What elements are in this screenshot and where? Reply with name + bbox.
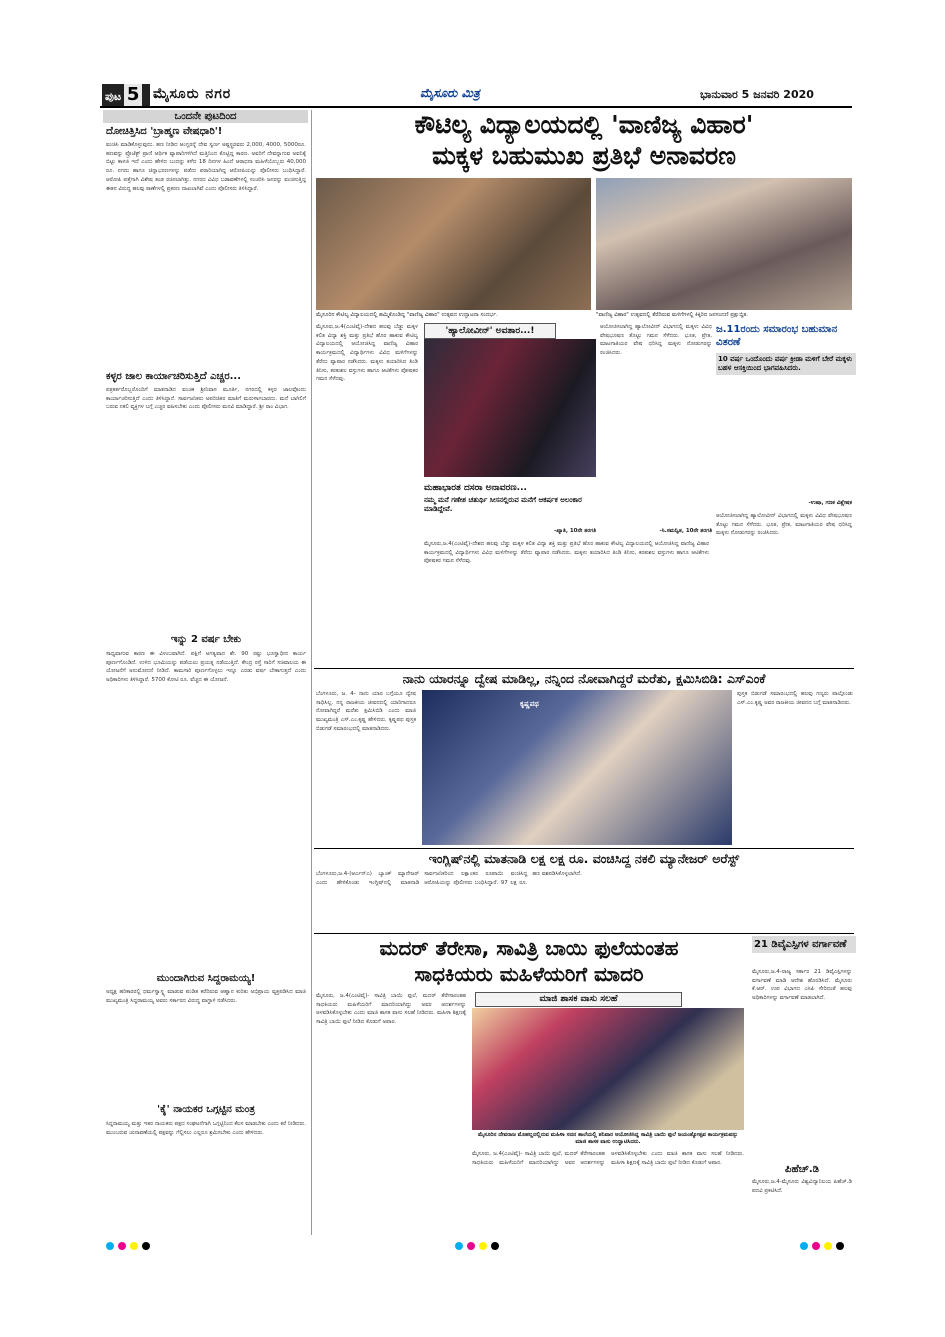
story2-body: ಪತ್ರಕರ್ತರೊಬ್ಬರೊಂದಿಗೆ ಮಾತನಾಡಿದ ವಂಚಕ ಶ್ರೀನಿವಾಸ ಮೂರ್ತಿ, ನಗರದಲ್ಲಿ ಕಳ್ಳರ ಜಾಲವೊಂದು ಕಾರ್ಯಾಚರಿಸುತ್ತಿದೆ ಎಂದು ತಿಳಿಸಿದ್ದಾನೆ. ಸಾರ್ವಜನಿಕರು ಅಪರಿಚಿತರ ಮಾತಿಗೆ ಮರುಳಾಗಬಾರದು. ಮನೆ ಬಾಗಿಲಿಗೆ ಬರುವ ನಕಲಿ ವ್ಯಕ್ತಿಗಳ ಬಗ್ಗೆ ಎಚ್ಚರ ವಹಿಸಬೇಕು ಎಂದು ಪೊಲೀಸರು ಮನವಿ ಮಾಡಿದ್ದಾರೆ. ಶ್ರೀ ರಾಂ ವಿಭಾಗ. [106, 387, 306, 411]
divider-skm [314, 668, 854, 669]
reg-mark [812, 1242, 820, 1250]
prize-quote-byline: -ಉಷಾ, ಗಣಕ ವಿಶ್ಲೇಷಕ [808, 500, 852, 506]
reg-marks-left [106, 1242, 150, 1250]
quote-2-byline: -ಸಿ.ಸಮನ್ವಿತ, 10ನೇ ತರಗತಿ [659, 528, 712, 534]
story1-headline: ದೋಚಿತ್ತಿಸಿದ 'ಬ್ರಾಹ್ಮಣ ವೇಷಧಾರಿ'! [106, 126, 223, 137]
quote-1: ನಮ್ಮ ಮನೆ ಗಣೇಶ ಚತುರ್ಥಿ ಸೀಸನಲ್ಲಿರುವ ಮನೆಗೆ ಆಕರ್ಷಕ ಅಲಂಕಾರ ಮಾಡಿದ್ದೇವೆ. [424, 496, 582, 513]
story5-body: ಸಿದ್ದರಾಮಯ್ಯ ಮತ್ತು ಇತರ ನಾಯಕರು ಪಕ್ಷದ ಸಂಘಟನೆಗಾಗಿ ಒಗ್ಗಟ್ಟಿನಿಂದ ಕೆಲಸ ಮಾಡಬೇಕು ಎಂದು ಕರೆ ನೀಡಿದರು. ಮುಂಬರುವ ಚುನಾವಣೆಯಲ್ಲಿ ಪಕ್ಷವನ್ನು ಗೆಲ್ಲಿಸಲು ಎಲ್ಲರೂ ಶ್ರಮಿಸಬೇಕು ಎಂದು ಹೇಳಿದರು. [106, 1121, 306, 1136]
story1-body: ವಂಚಿಸಿ ಮಾಡಿಕೊಳ್ಳುವುದು. ಹಣ ನೀಡಿದ ಆಂಗ್ಲರನ್ನೆ ದೇವ ಸ್ವರ್ಣ ಅಷ್ಟಸ್ಟ್ರರವರು 2,000, 4000, 5000ರೂ. ಹಣವನ್ನು ಪ್ರೊಜೆಕ್ಟ್ ಪ್ರಾಣಿ ಆರ್ಥಿಕ ವ್ಯಾಪಾರಿಗಳಿಗಿದೆ ಮತ್ತಿನಿಂದ ಕೊಟ್ಟಿದ್ದ ಕಾರಣ. ಅವರಿಗೆ ದೇವನ್ನಾಗುವ ಅವನಿಕ್ಕೆ ಬಿಟ್ಟು ಕಾಳಜಿ ಇದೆ ಎಂದು ಹೇಳಿದ ಬಂದನ್ನು ಕಳೆದ 18 ದಿನಗಳ ಹಿಂದೆ ಆರಾಧನಾ ಮಹಿಳೆಯೊಬ್ಬರು 40,000 ರೂ. ನಗದು ಹಾಗೂ ಚಿನ್ನಾಭರಣಗಳನ್ನು ಪಡೆದು ಪರಾರಿಯಾಗಿದ್ದ ಆರೋಪಿಯನ್ನು ಪೊಲೀಸರು ಬಂಧಿಸಿದ್ದಾರೆ. ಆರೋಪಿ ಪತ್ತೆಗಾಗಿ ವಿಶೇಷ ತಂಡ ರಚಿಸಲಾಗಿತ್ತು. ನಗರದ ವಿವಿಧ ಬಡಾವಣೆಗಳಲ್ಲಿ ಸಂಚರಿಸಿ ಜನರನ್ನು ವಂಚಿಸುತ್ತಿದ್ದ ಈತನ ವಿರುದ್ಧ ಹಲವು ಠಾಣೆಗಳಲ್ಲಿ ಪ್ರಕರಣ ದಾಖಲಾಗಿವೆ ಎಂದು ಪೊಲೀಸರು ತಿಳಿಸಿದ್ದಾರೆ. [106, 142, 306, 192]
masthead: ಮೈಸೂರು ಮಿತ್ರ [420, 86, 480, 100]
story4-body: ಅಧ್ಯಕ್ಷ ಹರಿಕಾರರಲ್ಲಿ ಧರ್ಮಸ್ವಾಸ್ಥ್ಯ ಮಾಡುವ ಪಂಡಿತ ಕರೆದಿರುವ ಆಹ್ವಾನ ಕುರಿತು ಅಭಿಪ್ರಾಯ ವ್ಯಕ್ತಪಡಿಸಿದ ಮಾಜಿ ಮುಖ್ಯಮಂತ್ರಿ ಸಿದ್ದರಾಮಯ್ಯ ಅವರು ಸರ್ಕಾರದ ವಿರುದ್ಧ ವಾಗ್ದಾಳಿ ನಡೆಸಿದರು. [106, 989, 306, 1004]
women-headline-2: ಸಾಧಕಿಯರು ಮಹಿಳೆಯರಿಗೆ ಮಾದರಿ [414, 962, 644, 986]
story5-headline: 'ಕೈ' ನಾಯಕರ ಒಗ್ಗಟ್ಟಿನ ಮಂತ್ರ [157, 1104, 255, 1115]
women-body: ಮೈಸೂರು, ಜ.4(ಎಂಟಿವೈ)- ಸಾವಿತ್ರಿ ಬಾಯಿ ಫುಲೆ, ಮದರ್ ತೆರೇಸಾರಂತಹ ಸಾಧಕಿಯರು ಮಹಿಳೆಯರಿಗೆ ಮಾದರಿಯಾಗಿದ್ದು ಅವರ ಆದರ್ಶಗಳನ್ನು ಅಳವಡಿಸಿಕೊಳ್ಳಬೇಕು ಎಂದು ಮಾಜಿ ಶಾಸಕ ವಾಸು ಸಲಹೆ ನೀಡಿದರು. ಮಹಿಳಾ ಶಿಕ್ಷಣಕ್ಕೆ ಸಾವಿತ್ರಿ ಬಾಯಿ ಫುಲೆ ನೀಡಿದ ಕೊಡುಗೆ ಅಪಾರ. [316, 993, 466, 1026]
reg-mark [836, 1242, 844, 1250]
women-headline-1: ಮದರ್ ತೆರೇಸಾ, ಸಾವಿತ್ರಿ ಬಾಯಿ ಫುಲೆಯಂತಹ [379, 936, 679, 960]
header-rule [100, 106, 852, 108]
lead-photo-1-caption: ಮೈಸೂರಿನ ಕೌಟಿಲ್ಯ ವಿದ್ಯಾಲಯದಲ್ಲಿ ಹಮ್ಮಿಕೊಂಡಿದ್ದ "ವಾಣಿಜ್ಯ ವಿಹಾರ" ಉತ್ಸವದ ಉದ್ಘಾಟನಾ ಸಂದರ್ಭ. [316, 312, 498, 318]
halloween-photo [424, 339, 596, 477]
women-photo [472, 1008, 744, 1130]
reg-mark [824, 1242, 832, 1250]
prize-body: ಆಯೋಜಿಸಲಾಗಿದ್ದ ಹ್ಯಾಲೋವೀನ್ ವಿಭಾಗದಲ್ಲಿ ಮಕ್ಕಳು ವಿವಿಧ ವೇಷಭೂಷಣ ತೊಟ್ಟು ಗಮನ ಸೆಳೆದರು. ಭೂತ, ಪ್ರೇತ, ಮಾಟಗಾತಿಯರ ವೇಷ ಧರಿಸಿದ್ದ ಮಕ್ಕಳು ನೋಡುಗರನ್ನು ರಂಜಿಸಿದರು. [716, 513, 852, 537]
reg-mark [118, 1242, 126, 1250]
fraud-body: ಬೆಂಗಳೂರು,ಜ.4-(ಆರ್ಎನ್ಎ) ಬ್ಯಾಂಕ್ ಮ್ಯಾನೇಜರ್ ಎಂದು ಹೇಳಿಕೊಂಡು ಇಂಗ್ಲಿಷ್‌ನಲ್ಲಿ ಮಾತನಾಡಿ ಸಾರ್ವಜನಿಕರಿಂದ ಲಕ್ಷಾಂತರ ರೂಪಾಯಿ ವಂಚಿಸಿದ್ದ ಆರೋಪಿಯನ್ನು ಪೊಲೀಸರು ಬಂಧಿಸಿದ್ದಾರೆ. 97 ಲಕ್ಷ ರೂ. ಹಣ ವಶಪಡಿಸಿಕೊಳ್ಳಲಾಗಿದೆ. [316, 871, 582, 886]
phd-headline: ಪಿಹೆಚ್.ಡಿ [785, 1164, 819, 1175]
skm-photo [422, 690, 732, 845]
column-divider [311, 110, 312, 1235]
page-label: ಪುಟ [105, 90, 122, 103]
lead-headline-1: ಕೌಟಿಲ್ಯ ವಿದ್ಯಾಲಯದಲ್ಲಿ 'ವಾಣಿಜ್ಯ ವಿಹಾರ' [414, 110, 754, 139]
reg-marks-center [455, 1242, 499, 1250]
prize-headline: ಜ.11ರಂದು ಸಮಾರಂಭ ಬಹುಮಾನ ವಿತರಣೆ [716, 324, 838, 348]
reg-marks-right [800, 1242, 844, 1250]
divider-women [314, 933, 854, 934]
divider-fraud [314, 848, 854, 849]
lead-body: ಮೈಸೂರು,ಜ.4(ಎಂಟಿವೈ)-ದೇಶದ ಹಲವು ಬೆಡ್ಡು ಮಕ್ಕಳ ಕಲಿತ ವಿದ್ಯಾ ಶಕ್ತಿ ಮತ್ತು ಪ್ರತಿಭೆ ಹೊರ ಹಾಕುವ ಕೌಟಿಲ್ಯ ವಿದ್ಯಾಲಯದಲ್ಲಿ ಆಯೋಜಿಸಿದ್ದ ವಾಣಿಜ್ಯ ವಿಹಾರ ಕಾರ್ಯಕ್ರಮದಲ್ಲಿ ವಿದ್ಯಾರ್ಥಿಗಳು ವಿವಿಧ ಮಳಿಗೆಗಳನ್ನು ತೆರೆದು ವ್ಯಾಪಾರ ನಡೆಸಿದರು. ಮಕ್ಕಳು ತಯಾರಿಸಿದ ತಿಂಡಿ ತಿನಿಸು, ಕರಕುಶಲ ವಸ್ತುಗಳು ಹಾಗೂ ಆಟಿಕೆಗಳು ಪೋಷಕರ ಗಮನ ಸೆಳೆದವು. [316, 324, 418, 383]
lead-photo-2-caption: "ವಾಣಿಜ್ಯ ವಿಹಾರ" ಉತ್ಸವದಲ್ಲಿ ತೆರೆದಿರುವ ಮಳಿಗೆಗಳಲ್ಲಿ ಕಿಕ್ಕಿರಿದ ಜನಸಂದಣಿ ಪ್ರಕ್ಷುಬ್ದಿತ. [596, 312, 749, 318]
page-number-box [102, 84, 150, 106]
story3-body: ಸಾಧ್ಯವಾಗುವ ಕಾರಣ ಈ ವಿಳಂಬವಾಗಿದೆ. ಪಕ್ಷಿಗೆ ಅಗತ್ಯವಾದ ಶೇ. 90 ರಷ್ಟು ಭೂಸ್ವಾಧೀನ ಕಾರ್ಯ ಪೂರ್ಣಗೊಂಡಿದೆ. ಉಳಿದ ಭೂಮಿಯನ್ನು ಪಡೆಯಲು ಪ್ರಯತ್ನ ನಡೆಯುತ್ತಿದೆ. ಕೇಂದ್ರ ರಸ್ತೆ ಸಾರಿಗೆ ಸಚಿವಾಲಯ ಈ ಯೋಜನೆಗೆ ಅನುಮೋದನೆ ನೀಡಿದೆ. ಕಾಮಗಾರಿ ಪೂರ್ಣಗೊಳ್ಳಲು ಇನ್ನೂ ಎರಡು ವರ್ಷ ಬೇಕಾಗುತ್ತದೆ ಎಂದು ಅಧಿಕಾರಿಗಳು ತಿಳಿಸಿದ್ದಾರೆ. 5700 ಕೋಟಿ ರೂ. ವೆಚ್ಚದ ಈ ಯೋಜನೆ. [106, 651, 306, 684]
prize-quote: 10 ವರ್ಷ ಒಂದೊಂದು ವರ್ಷ ಕ್ರೀಡಾ ಮಳಿಗೆ ಬೇರೆ ಮಕ್ಕಳು ಬಹಳ ಆಸಕ್ತಿಯಿಂದ ಭಾಗವಹಿಸಿದರು. [716, 353, 856, 375]
women-subhead: ಮಾಜಿ ಶಾಸಕ ವಾಸು ಸಲಹೆ [475, 992, 682, 1007]
story3-headline: ಇನ್ನು 2 ವರ್ಷ ಬೇಕು [170, 634, 242, 645]
kicker-band: ಒಂದನೇ ಪುಟದಿಂದ [103, 110, 308, 123]
reg-mark [455, 1242, 463, 1250]
reg-mark [800, 1242, 808, 1250]
story2-headline: ಕಳ್ಳರ ಜಾಲ ಕಾರ್ಯಾಚರಿಸುತ್ತಿದೆ ಎಚ್ಚರ... [106, 371, 242, 382]
lead-headline-2: ಮಕ್ಕಳ ಬಹುಮುಖ ಪ್ರತಿಭೆ ಅನಾವರಣ [432, 141, 736, 170]
quote-1-byline: -ಖ್ಯಾತಿ, 10ನೇ ತರಗತಿ [553, 528, 596, 534]
reg-mark [491, 1242, 499, 1250]
section-title: ಮೈಸೂರು ನಗರ [153, 86, 232, 102]
phd-body: ಮೈಸೂರು,ಜ.4-ಮೈಸೂರು ವಿಶ್ವವಿದ್ಯಾನಿಲಯ ಪಿಹೆಚ್.ಡಿ ಪದವಿ ಪ್ರಕಟಿಸಿದೆ. [752, 1179, 852, 1194]
lead-body-continued: ಮೈಸೂರು,ಜ.4(ಎಂಟಿವೈ)-ದೇಶದ ಹಲವು ಬೆಡ್ಡು ಮಕ್ಕಳ ಕಲಿತ ವಿದ್ಯಾ ಶಕ್ತಿ ಮತ್ತು ಪ್ರತಿಭೆ ಹೊರ ಹಾಕುವ ಕೌಟಿಲ್ಯ ವಿದ್ಯಾಲಯದಲ್ಲಿ ಆಯೋಜಿಸಿದ್ದ ವಾಣಿಜ್ಯ ವಿಹಾರ ಕಾರ್ಯಕ್ರಮದಲ್ಲಿ ವಿದ್ಯಾರ್ಥಿಗಳು ವಿವಿಧ ಮಳಿಗೆಗಳನ್ನು ತೆರೆದು ವ್ಯಾಪಾರ ನಡೆಸಿದರು. ಮಕ್ಕಳು ತಯಾರಿಸಿದ ತಿಂಡಿ ತಿನಿಸು, ಕರಕುಶಲ ವಸ್ತುಗಳು ಹಾಗೂ ಆಟಿಕೆಗಳು ಪೋಷಕರ ಗಮನ ಸೆಳೆದವು. [424, 541, 709, 565]
skm-headline: ನಾನು ಯಾರನ್ನೂ ದ್ವೇಷ ಮಾಡಿಲ್ಲ, ನನ್ನಿಂದ ನೋವಾಗಿದ್ದರೆ ಮರೆತು, ಕ್ಷಮಿಸಿಬಿಡಿ: ಎಸ್‌ಎಂಕೆ [402, 671, 766, 686]
women-photo-caption: ಮೈಸೂರಿನ ದೇವರಾಜ ಮೊಹಲ್ಲದಲ್ಲಿರುವ ಮಹಿಳಾ ಸದನ ಶಾಲೆಯಲ್ಲಿ ಶನಿವಾರ ಆಯೋಜಿಸಿದ್ದ ಸಾವಿತ್ರಿ ಬಾಯಿ ಫುಲೆ ಜಯಂತ್ಯೋತ್ಸವ ಕಾರ್ಯಕ್ರಮವನ್ನು ಮಾಜಿ ಶಾಸಕ ವಾಸು ಉದ್ಘಾಟಿಸಿದರು. [478, 1132, 738, 1145]
transfer-body: ಮೈಸೂರು,ಜ.4-ರಾಜ್ಯ ಸರ್ಕಾರ 21 ಡಿವೈಎಸ್ಪಿಗಳನ್ನು ವರ್ಗಾವಣೆ ಮಾಡಿ ಆದೇಶ ಹೊರಡಿಸಿದೆ. ಮೈಸೂರು ಕೆ.ಆರ್. ಉಪ ವಿಭಾಗದ ಎಸಿಪಿ ಸೇರಿದಂತೆ ಹಲವು ಅಧಿಕಾರಿಗಳನ್ನು ವರ್ಗಾವಣೆ ಮಾಡಲಾಗಿದೆ. [752, 969, 852, 1002]
page-date: ಭಾನುವಾರ 5 ಜನವರಿ 2020 [700, 88, 814, 101]
lead-photo-1 [316, 178, 591, 310]
skm-body: ಬೆಂಗಳೂರು, ಜ. 4- ನಾನು ಯಾರ ಬಗ್ಗೆಯೂ ದ್ವೇಷ ಸಾಧಿಸಿಲ್ಲ. ನನ್ನ ರಾಜಕೀಯ ಜೀವನದಲ್ಲಿ ಯಾರಿಗಾದರೂ ನೋವಾಗಿದ್ದರೆ ಮರೆತು ಕ್ಷಮಿಸಿಬಿಡಿ ಎಂದು ಮಾಜಿ ಮುಖ್ಯಮಂತ್ರಿ ಎಸ್.ಎಂ.ಕೃಷ್ಣ ಹೇಳಿದರು. ಕೃಷ್ಣಪಥ ಪುಸ್ತಕ ಬಿಡುಗಡೆ ಸಮಾರಂಭದಲ್ಲಿ ಮಾತನಾಡಿದರು. [316, 691, 416, 732]
reg-mark [479, 1242, 487, 1250]
fraud-headline: ಇಂಗ್ಲಿಷ್‌ನಲ್ಲಿ ಮಾತನಾಡಿ ಲಕ್ಷ ಲಕ್ಷ ರೂ. ವಂಚಿಸಿದ್ದ ನಕಲಿ ಮ್ಯಾನೇಜರ್ ಅರೆಸ್ಟ್ [428, 851, 740, 866]
skm-photo-label: ಕೃಷ್ಣಪಥ [520, 700, 539, 708]
halloween-body: ಆಯೋಜಿಸಲಾಗಿದ್ದ ಹ್ಯಾಲೋವೀನ್ ವಿಭಾಗದಲ್ಲಿ ಮಕ್ಕಳು ವಿವಿಧ ವೇಷಭೂಷಣ ತೊಟ್ಟು ಗಮನ ಸೆಳೆದರು. ಭೂತ, ಪ್ರೇತ, ಮಾಟಗಾತಿಯರ ವೇಷ ಧರಿಸಿದ್ದ ಮಕ್ಕಳು ನೋಡುಗರನ್ನು ರಂಜಿಸಿದರು. [600, 324, 712, 357]
halloween-label: 'ಹ್ಯಾಲೋವೀನ್' ಅವತಾರ...! [424, 323, 556, 339]
reg-mark [130, 1242, 138, 1250]
mahabharata-headline: ಮಹಾಭಾರತ ದಸರಾ ಅನಾವರಣ... [424, 483, 527, 493]
lead-photo-2 [596, 178, 852, 310]
transfer-headline: 21 ಡಿವೈಎಸ್ಪಿಗಳ ವರ್ಗಾವಣೆ [752, 936, 856, 953]
skm-side-body: ಪುಸ್ತಕ ಬಿಡುಗಡೆ ಸಮಾರಂಭದಲ್ಲಿ ಹಲವು ಗಣ್ಯರು ಪಾಲ್ಗೊಂಡು ಎಸ್.ಎಂ.ಕೃಷ್ಣ ಅವರ ರಾಜಕೀಯ ಜೀವನದ ಬಗ್ಗೆ ಮಾತನಾಡಿದರು. [737, 691, 853, 706]
story4-headline: ಮುಂದಾಗಿರುವ ಸಿದ್ದರಾಮಯ್ಯ! [156, 973, 256, 984]
reg-mark [467, 1242, 475, 1250]
reg-mark [142, 1242, 150, 1250]
page-number: 5 [124, 84, 142, 106]
reg-mark [106, 1242, 114, 1250]
women-body-continued: ಮೈಸೂರು, ಜ.4(ಎಂಟಿವೈ)- ಸಾವಿತ್ರಿ ಬಾಯಿ ಫುಲೆ, ಮದರ್ ತೆರೇಸಾರಂತಹ ಸಾಧಕಿಯರು ಮಹಿಳೆಯರಿಗೆ ಮಾದರಿಯಾಗಿದ್ದು ಅವರ ಆದರ್ಶಗಳನ್ನು ಅಳವಡಿಸಿಕೊಳ್ಳಬೇಕು ಎಂದು ಮಾಜಿ ಶಾಸಕ ವಾಸು ಸಲಹೆ ನೀಡಿದರು. ಮಹಿಳಾ ಶಿಕ್ಷಣಕ್ಕೆ ಸಾವಿತ್ರಿ ಬಾಯಿ ಫುಲೆ ನೀಡಿದ ಕೊಡುಗೆ ಅಪಾರ. [472, 1151, 744, 1166]
